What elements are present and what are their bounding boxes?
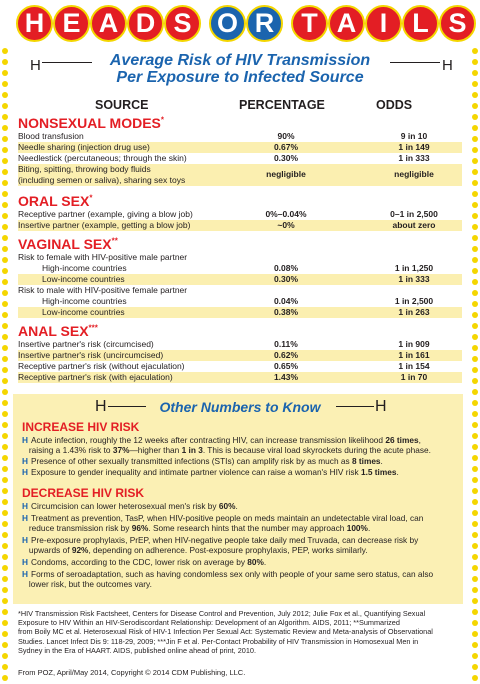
border-dot [2,345,8,351]
list-item: H Presence of other sexually transmitted infections (STIs) can amplify risk by as much as 8 times. [22,456,383,466]
border-dot [472,598,478,604]
border-dot [2,356,8,362]
border-dot [2,246,8,252]
border-dot [472,664,478,670]
border-dot [2,543,8,549]
title-line-2: Per Exposure to Infected Source [116,69,364,86]
border-dot [472,312,478,318]
border-dot [472,422,478,428]
border-dot [472,136,478,142]
table-row: Insertive partner's risk (circumcised) 0.11% 1 in 909 [18,339,430,349]
border-dot [2,433,8,439]
border-dot [2,378,8,384]
page-title [0,52,480,86]
column-header-percentage: PERCENTAGE [239,98,325,112]
border-dot [2,499,8,505]
border-dot [472,565,478,571]
border-dot [2,587,8,593]
border-dot [472,510,478,516]
table-row: Insertive partner's risk (uncircumcised) 0.62% 1 in 161 [18,350,462,361]
h-bullet-icon: H [22,557,28,567]
border-dot [2,290,8,296]
border-dot [2,257,8,263]
border-dot [472,587,478,593]
border-dot [472,642,478,648]
border-dot [2,158,8,164]
list-item: H Forms of seroadaptation, such as having condomless sex only with people of your same sero status, can also lower risk, but the outcomes vary. [22,569,434,589]
border-dot [2,598,8,604]
table-row: Low-income countries 0.38% 1 in 263 [18,307,462,318]
logo-letter: A [90,5,127,42]
border-dot [2,301,8,307]
border-dot [2,422,8,428]
column-header-odds: ODDS [376,98,413,112]
table-row: Risk to female with HIV-positive male partner [18,252,188,262]
table-row: Receptive partner's risk (with ejaculation) 1.43% 1 in 70 [18,372,462,383]
border-dot [472,499,478,505]
logo-letter: L [402,5,439,42]
border-dot [472,224,478,230]
border-dot [2,125,8,131]
border-dot [2,169,8,175]
border-dot [2,455,8,461]
border-dot [2,554,8,560]
border-dot [472,433,478,439]
table-row: High-income countries 0.08% 1 in 1,250 [42,263,434,273]
border-dot [472,158,478,164]
table-row: Blood transfusion 90% 9 in 10 [18,131,428,141]
border-dot [472,554,478,560]
border-dot [2,147,8,153]
border-dot [472,257,478,263]
border-dot [472,477,478,483]
h-bullet-icon: H [22,435,28,445]
table-row: Receptive partner (example, giving a blow job) 0%–0.04% 0–1 in 2,500 [18,209,438,219]
footnotes: *HIV Transmission Risk Factsheet, Centers for Disease Control and Prevention, July 2012; Julie Fox et al., Quantifying Sexual Exposure to HIV Within an HIV-Serodiscordant Relationship: Development of an Algorithm. AIDS, 2011; **Summarized from Boily MC et al. Heterosexual Risk of HIV-1 Infection Per Sexual Act: Systematic Review and Meta-analysis of Observational Studies. Lancet Infect Dis 9: 118-29, 2009; ***Jin F et al. Per-Contact Probability of HIV Transmission in Homosexual Men in Sydney in the Era of HAART. AIDS, published online ahead of print, 2010. [18,609,433,655]
other-numbers-title: Other Numbers to Know [159,399,321,415]
section-oral: ORAL SEX* [18,193,93,209]
border-dot [2,367,8,373]
border-dot [472,609,478,615]
border-dot [472,576,478,582]
border-dot [472,92,478,98]
title-right-glyph: H [442,57,453,74]
border-dot [2,488,8,494]
border-dot [472,675,478,681]
border-dot [2,609,8,615]
border-dot [472,444,478,450]
h-bullet-icon: H [22,501,28,511]
list-item: H Pre-exposure prophylaxis, PrEP, when HIV-negative people take daily med Truvada, can decrease risk by upwards of 92%, depending on adherence. Post-exposure prophylaxis, PEP, works similarly. [22,535,419,555]
logo-letter: E [53,5,90,42]
border-dot [2,180,8,186]
decrease-heading: DECREASE HIV RISK [22,486,145,500]
border-dot [472,213,478,219]
logo-letter: O [209,5,246,42]
heads-or-tails-logo [0,2,480,46]
border-dot [2,136,8,142]
section-nonsexual: NONSEXUAL MODES* [18,115,164,131]
border-dot [472,191,478,197]
border-dot [472,323,478,329]
section-anal: ANAL SEX*** [18,323,98,339]
table-row: Low-income countries 0.30% 1 in 333 [18,274,462,285]
border-dot [472,455,478,461]
list-item: H Exposure to gender inequality and intimate partner violence can raise a woman's HIV risk 1.5 times. [22,467,399,477]
logo-letter: S [439,5,476,42]
border-dot [2,664,8,670]
border-dot [2,642,8,648]
border-dot [472,301,478,307]
title-left-glyph: H [30,57,41,74]
border-dot [472,103,478,109]
border-dot [2,389,8,395]
border-dot [472,532,478,538]
border-dot [472,367,478,373]
title-line-1: Average Risk of HIV Transmission [109,52,371,69]
credit-line: From POZ, April/May 2014, Copyright © 2014 CDM Publishing, LLC. [18,668,246,677]
table-row: Needle sharing (injection drug use) 0.67% 1 in 149 [18,142,462,153]
border-dot [2,224,8,230]
border-dot [2,323,8,329]
border-dot [2,444,8,450]
border-dot [2,653,8,659]
border-dot [472,488,478,494]
left-dot-border [1,0,9,684]
logo-letter: D [127,5,164,42]
border-dot [2,279,8,285]
border-dot [472,466,478,472]
list-item: H Acute infection, roughly the 12 weeks after contracting HIV, can increase transmission likelihood 26 times, raising a 1.43% risk to 37%—higher than 1 in 3. This is because viral load skyrockets during the acute phase. [22,435,431,455]
border-dot [2,92,8,98]
border-dot [2,620,8,626]
list-item: H Treatment as prevention, TasP, when HIV-positive people on meds maintain an undetectable viral load, can reduce transmission risk by 96%. Some research hints that the number may approach 100%. [22,513,424,533]
list-item: H Condoms, according to the CDC, lower risk on average by 80%. [22,557,267,567]
border-dot [472,653,478,659]
logo-letter: I [365,5,402,42]
border-dot [472,180,478,186]
right-dot-border [471,0,479,684]
border-dot [2,235,8,241]
table-row: Insertive partner (example, getting a blow job) ~0% about zero [18,220,462,231]
h-bullet-icon: H [22,535,28,545]
border-dot [2,114,8,120]
border-dot [472,620,478,626]
border-dot [2,191,8,197]
h-bullet-icon: H [22,467,28,477]
border-dot [2,103,8,109]
logo-letter: R [246,5,283,42]
h-bullet-icon: H [22,513,28,523]
list-item: H Circumcision can lower heterosexual men's risk by 60%. [22,501,238,511]
border-dot [2,312,8,318]
border-dot [472,389,478,395]
table-row: Risk to male with HIV-positive female partner [18,285,188,295]
border-dot [472,268,478,274]
border-dot [472,521,478,527]
border-dot [472,334,478,340]
column-header-source: SOURCE [95,98,149,112]
border-dot [2,213,8,219]
logo-letter: T [291,5,328,42]
border-dot [472,279,478,285]
border-dot [2,675,8,681]
border-dot [2,576,8,582]
table-row: Needlestick (percutaneous; through the skin) 0.30% 1 in 333 [18,153,430,163]
border-dot [472,125,478,131]
border-dot [472,235,478,241]
border-dot [472,631,478,637]
border-dot [472,345,478,351]
border-dot [2,631,8,637]
border-dot [2,477,8,483]
border-dot [472,543,478,549]
border-dot [2,532,8,538]
other-right-glyph: H [375,398,387,415]
other-left-glyph: H [95,398,107,415]
table-row: Receptive partner's risk (without ejaculation) 0.65% 1 in 154 [18,361,430,371]
border-dot [472,356,478,362]
border-dot [472,202,478,208]
increase-heading: INCREASE HIV RISK [22,420,140,434]
logo-letter: H [16,5,53,42]
h-bullet-icon: H [22,569,28,579]
h-bullet-icon: H [22,456,28,466]
section-vaginal: VAGINAL SEX** [18,236,118,252]
border-dot [472,169,478,175]
border-dot [2,268,8,274]
border-dot [472,114,478,120]
border-dot [2,334,8,340]
table-row: High-income countries 0.04% 1 in 2,500 [42,296,434,306]
border-dot [2,202,8,208]
border-dot [472,378,478,384]
border-dot [472,246,478,252]
border-dot [2,565,8,571]
border-dot [2,466,8,472]
border-dot [472,290,478,296]
border-dot [472,147,478,153]
logo-letter: A [328,5,365,42]
logo-letter: S [164,5,201,42]
border-dot [2,521,8,527]
border-dot [2,510,8,516]
table-row: Biting, spitting, throwing body fluids (including semen or saliva), sharing sex toys negligible negligible [18,164,462,186]
